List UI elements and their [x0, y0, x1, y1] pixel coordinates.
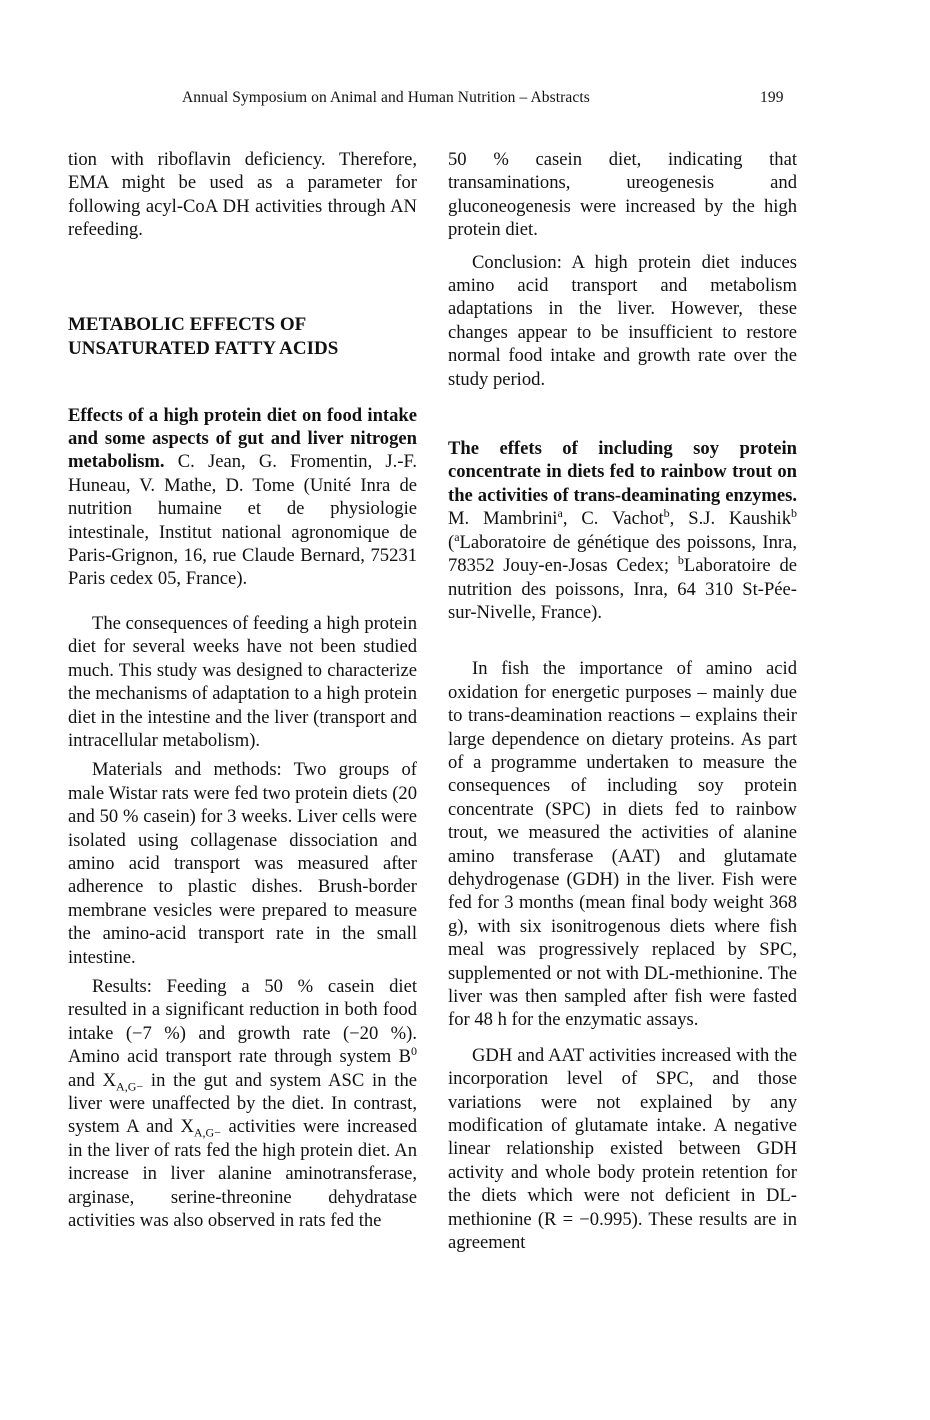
abstract-1-intro: The consequences of feeding a high protein diet for several weeks have not been studied much. This study was designed to characterize the mechanisms of adaptation to a high protein diet in the intestine and the liver (transport and intracellular metabolism). [68, 612, 417, 751]
abstract-2-intro: In fish the importance of amino acid oxidation for energetic purposes – mainly due to trans-deamination reactions – explains their large dependence on dietary proteins. As part of a programme undertaken to measure the consequences of including soy protein concentrate (SPC) in diets fed to rainbow trout, we measured the activities of alanine amino transferase (AAT) and glutamate dehydrogenase (GDH) in the liver. Fish were fed for 3 months (mean final body weight 368 g), with six isonitrogenous diets where fish meal was progressively replaced by SPC, supplemented or not with DL-methionine. The liver was then sampled after fish were fasted for 48 h for the enzymatic assays. [448, 658, 797, 1031]
affil-sup-c: b [791, 506, 797, 521]
authors-part-c: , S.J. Kaushik [669, 508, 791, 530]
authors-part-f: Laboratoire de nutrition des poissons, Inra, 64 310 St-Pée-sur-Nivelle, France). [448, 555, 798, 623]
results-text-b: and X [68, 1069, 117, 1091]
running-title: Annual Symposium on Animal and Human Nutrition – Abstracts [182, 89, 590, 106]
authors-part-e: Laboratoire de génétique des poissons, Inra, 78352 Jouy-en-Josas Cedex; [448, 531, 797, 577]
right-column [448, 148, 797, 1254]
subscript-agminus: A,G− [116, 1079, 144, 1094]
left-column [68, 148, 417, 1232]
results-text-d: activities were increased in the liver of rats fed the high protein diet. An increase in liver alanine aminotransferase, arginase, serine-threonine dehydratase activities was also observed in rats fed the [68, 1116, 417, 1232]
abstract-1-conclusion: Conclusion: A high protein diet induces amino acid transport and metabolism adaptations in the liver. However, these changes appear to be insufficient to restore normal food intake and growth rate over the study period. [448, 251, 797, 390]
affil-sup-b: b [663, 506, 670, 521]
continued-paragraph-right: 50 % casein diet, indicating that transaminations, ureogenesis and gluconeogenesis were increased by the high protein diet. [448, 149, 797, 241]
continued-paragraph: tion with riboflavin deficiency. Therefore, EMA might be used as a parameter for following acyl-CoA DH activities through AN refeeding. [68, 149, 417, 241]
section-heading [68, 313, 417, 361]
affil-sup-a: a [557, 506, 563, 521]
results-text-c: in the gut and system ASC in the liver were unaffected by the diet. In contrast, system A and X [68, 1069, 417, 1138]
affil-sup-e: b [677, 552, 684, 567]
page-number: 199 [760, 89, 784, 106]
abstract-2-header [448, 437, 797, 624]
section-heading-line-1: METABOLIC EFFECTS OF [68, 313, 307, 335]
authors-part-d: ( [448, 531, 455, 553]
abstract-1-title: Effects of a high protein diet on food intake and some aspects of gut and liver nitrogen metabolism. [68, 404, 417, 473]
section-heading-line-2: UNSATURATED FATTY ACIDS [68, 337, 339, 359]
authors-part-b: , C. Vachot [562, 508, 664, 530]
abstract-1-header [68, 404, 417, 591]
abstract-1-results [68, 975, 417, 1232]
affil-sup-d: a [454, 529, 460, 544]
abstract-2-results: GDH and AAT activities increased with the incorporation level of SPC, and those variations were not explained by any modification of glutamate intake. A negative linear relationship existed between GDH activity and whole body protein retention for the diets which were not deficient in DL-methionine (R = −0.995). These results are in agreement [448, 1044, 797, 1254]
abstract-1-methods: Materials and methods: Two groups of male Wistar rats were fed two protein diets (20 and 50 % casein) for 3 weeks. Liver cells were isolated using collagenase dissociation and amino acid transport was measured after adherence to plastic dishes. Brush-border membrane vesicles were prepared to measure the amino-acid transport rate in the small intestine. [68, 759, 417, 968]
abstract-2-title: The effets of including soy protein concentrate in diets fed to rainbow trout on the activities of trans-deaminating enzymes. [448, 438, 797, 506]
abstract-1-authors: C. Jean, G. Fromentin, J.-F. Huneau, V. Mathe, D. Tome (Unité Inra de nutrition humaine et de physiologie intestinale, Institut national agronomique de Paris-Grignon, 16, rue Claude Bernard, 75231 Paris cedex 05, France). [68, 451, 417, 590]
results-text-a: Results: Feeding a 50 % casein diet resulted in a significant reduction in both food intake (−7 %) and growth rate (−20 %). Amino acid transport rate through system B [68, 975, 417, 1068]
superscript-zero: 0 [411, 1044, 417, 1058]
authors-part-a: M. Mambrini [448, 508, 558, 530]
subscript-agminus-2: A,G− [193, 1126, 221, 1141]
